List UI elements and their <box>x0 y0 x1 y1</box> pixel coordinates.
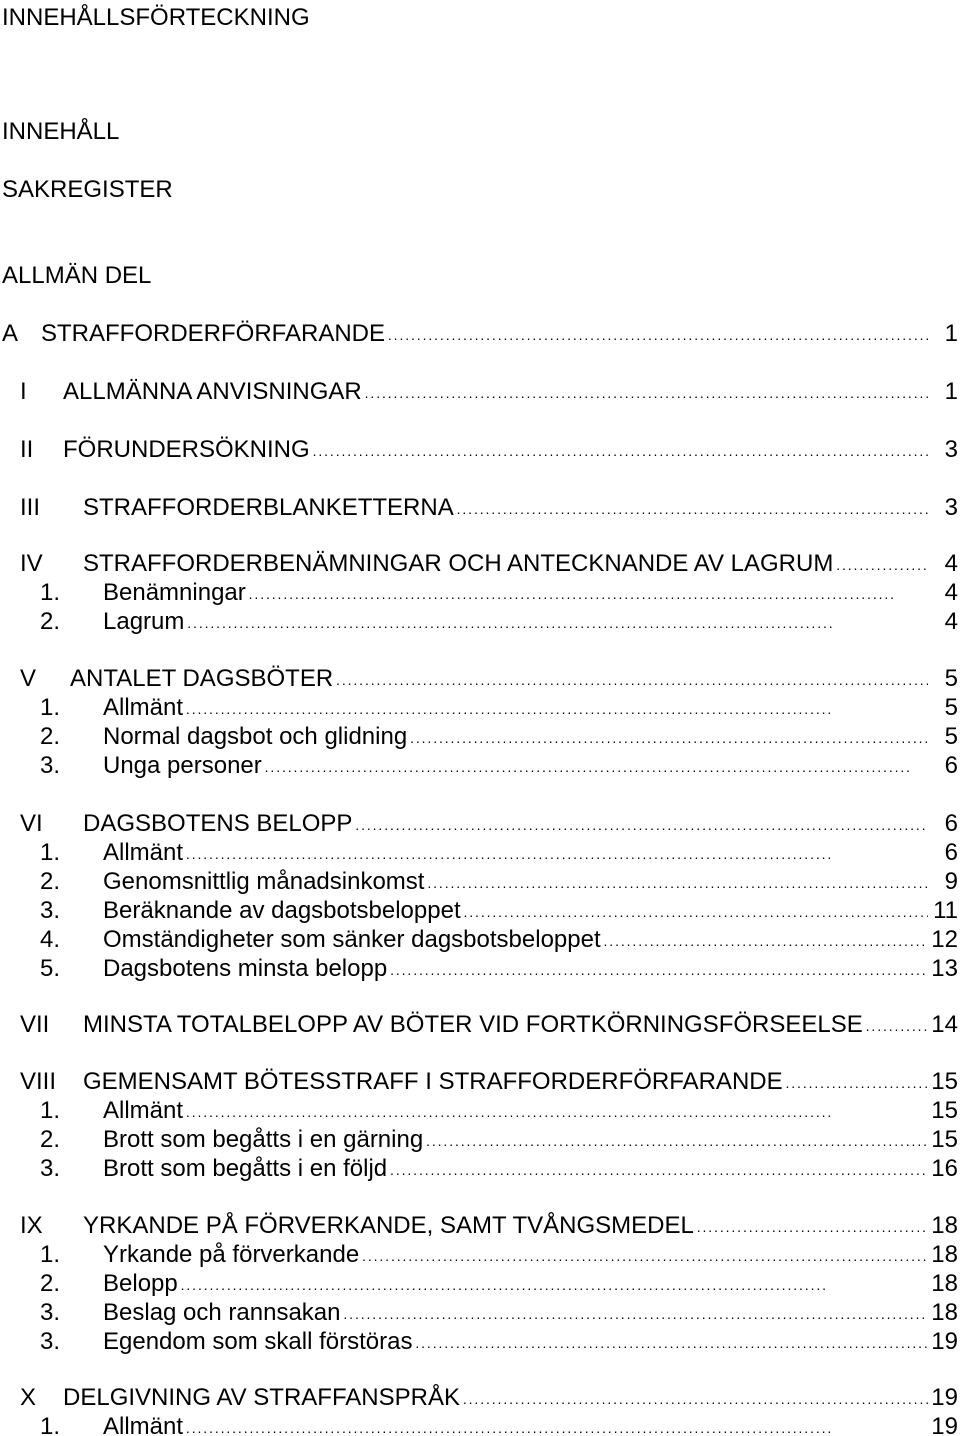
entry-title: Lagrum . . . <box>103 607 928 637</box>
entry-title: Beslag och rannsakan . . . <box>103 1298 928 1328</box>
entry-title: Allmänt . . . <box>103 1096 928 1126</box>
entry-page: 16 <box>931 1155 958 1182</box>
entry-page: 18 <box>931 1212 958 1239</box>
entry-page: 4 <box>944 550 958 577</box>
entry-title: Belopp . . . <box>103 1269 928 1299</box>
toc-entry[interactable] <box>2 1412 958 1436</box>
entry-number: 1. <box>40 1413 61 1436</box>
entry-page: 19 <box>931 1413 958 1436</box>
entry-page: 18 <box>931 1270 958 1297</box>
toc-entry[interactable] <box>2 377 958 407</box>
entry-title: Benämningar . . . <box>103 578 928 608</box>
entry-title: YRKANDE PÅ FÖRVERKANDE, SAMT TVÅNGSMEDEL . . . <box>83 1211 928 1241</box>
entry-page: 12 <box>931 926 958 953</box>
entry-page: 6 <box>944 752 958 779</box>
heading-innehall: INNEHÅLL <box>2 118 120 145</box>
toc-entry[interactable] <box>2 1067 958 1097</box>
toc-entry[interactable] <box>2 319 958 349</box>
entry-title: Allmänt . . . <box>103 693 928 723</box>
entry-page: 15 <box>931 1126 958 1153</box>
entry-number: 1. <box>40 694 61 721</box>
toc-entry[interactable] <box>2 1010 958 1040</box>
entry-page: 15 <box>931 1097 958 1124</box>
entry-page: 3 <box>944 494 958 521</box>
entry-title: STRAFFORDERBLANKETTERNA . . . <box>83 493 928 523</box>
entry-title: DELGIVNING AV STRAFFANSPRÅK . . . <box>63 1383 928 1413</box>
entry-title: Omständigheter som sänker dagsbotsbeloppet . . . <box>103 925 928 955</box>
entry-title: Unga personer . . . <box>103 751 928 781</box>
toc-entry[interactable] <box>2 693 958 723</box>
entry-number: IV <box>20 550 43 577</box>
heading-sakregister: SAKREGISTER <box>2 176 173 203</box>
entry-title: Beräknande av dagsbotsbeloppet . . . <box>103 896 928 926</box>
toc-entry[interactable] <box>2 954 958 984</box>
entry-number: 1. <box>40 839 61 866</box>
toc-entry[interactable] <box>2 435 958 465</box>
entry-number: 3. <box>40 1299 61 1326</box>
toc-entry[interactable] <box>2 867 958 897</box>
toc-entry[interactable] <box>2 493 958 523</box>
entry-number: 3. <box>40 1328 61 1355</box>
entry-number: 4. <box>40 926 61 953</box>
toc-entry[interactable] <box>2 896 958 926</box>
toc-entry[interactable] <box>2 1211 958 1241</box>
toc-entry[interactable] <box>2 1154 958 1184</box>
toc-entry[interactable] <box>2 578 958 608</box>
entry-page: 19 <box>931 1328 958 1355</box>
entry-page: 11 <box>933 897 958 924</box>
entry-number: VI <box>20 810 43 837</box>
toc-entry[interactable] <box>2 1327 958 1357</box>
entry-page: 3 <box>944 436 958 463</box>
entry-number: IX <box>20 1212 43 1239</box>
entry-page: 13 <box>931 955 958 982</box>
entry-title: Brott som begåtts i en följd . . . <box>103 1154 928 1184</box>
toc-title: INNEHÅLLSFÖRTECKNING <box>2 4 310 31</box>
heading-allman-del: ALLMÄN DEL <box>2 262 152 289</box>
toc-entry[interactable] <box>2 1269 958 1299</box>
entry-number: 2. <box>40 1126 61 1153</box>
entry-number: 3. <box>40 1155 61 1182</box>
entry-page: 4 <box>944 579 958 606</box>
toc-entry[interactable] <box>2 607 958 637</box>
toc-entry[interactable] <box>2 722 958 752</box>
entry-number: X <box>20 1384 37 1411</box>
entry-title: STRAFFORDERFÖRFARANDE . . . <box>41 319 928 349</box>
toc-entry[interactable] <box>2 1383 958 1413</box>
entry-title: Genomsnittlig månadsinkomst . . . <box>103 867 928 897</box>
entry-title: Dagsbotens minsta belopp . . . <box>103 954 928 984</box>
entry-number: 2. <box>40 723 61 750</box>
entry-page: 5 <box>944 665 958 692</box>
entry-number: 2. <box>40 868 61 895</box>
entry-page: 4 <box>944 608 958 635</box>
toc-entry[interactable] <box>2 925 958 955</box>
entry-page: 1 <box>944 320 958 347</box>
entry-page: 1 <box>944 378 958 405</box>
entry-number: VIII <box>20 1068 57 1095</box>
entry-title: Allmänt . . . <box>103 1412 928 1436</box>
entry-page: 18 <box>931 1241 958 1268</box>
entry-title: Allmänt . . . <box>103 838 928 868</box>
entry-page: 9 <box>944 868 958 895</box>
entry-number: 3. <box>40 897 61 924</box>
toc-entry[interactable] <box>2 1125 958 1155</box>
entry-number: 2. <box>40 608 61 635</box>
entry-number: I <box>20 378 27 405</box>
entry-number: 1. <box>40 1241 61 1268</box>
entry-number: II <box>20 436 34 463</box>
entry-number: 1. <box>40 1097 61 1124</box>
toc-entry[interactable] <box>2 664 958 694</box>
entry-title: Normal dagsbot och glidning . . . <box>103 722 928 752</box>
entry-page: 5 <box>944 723 958 750</box>
entry-page: 19 <box>931 1384 958 1411</box>
entry-number: A <box>2 320 19 347</box>
entry-page: 6 <box>944 839 958 866</box>
entry-title: Brott som begåtts i en gärning . . . <box>103 1125 928 1155</box>
toc-entry[interactable] <box>2 549 958 579</box>
toc-entry[interactable] <box>2 838 958 868</box>
entry-number: VII <box>20 1011 50 1038</box>
toc-entry[interactable] <box>2 1240 958 1270</box>
entry-title: FÖRUNDERSÖKNING . . . <box>63 435 928 465</box>
toc-entry[interactable] <box>2 809 958 839</box>
entry-title: STRAFFORDERBENÄMNINGAR OCH ANTECKNANDE AV LAGRUM . . . <box>83 549 928 579</box>
entry-number: III <box>20 494 41 521</box>
entry-title: Egendom som skall förstöras . . . <box>103 1327 928 1357</box>
entry-number: 5. <box>40 955 61 982</box>
entry-page: 18 <box>931 1299 958 1326</box>
entry-title: ANTALET DAGSBÖTER . . . <box>70 664 928 694</box>
entry-number: 3. <box>40 752 61 779</box>
entry-title: GEMENSAMT BÖTESSTRAFF I STRAFFORDERFÖRFARANDE . . . <box>83 1067 928 1097</box>
entry-title: DAGSBOTENS BELOPP . . . <box>83 809 928 839</box>
entry-page: 6 <box>944 810 958 837</box>
entry-title: ALLMÄNNA ANVISNINGAR . . . <box>63 377 928 407</box>
entry-number: 2. <box>40 1270 61 1297</box>
entry-page: 5 <box>944 694 958 721</box>
entry-number: 1. <box>40 579 61 606</box>
toc-entry[interactable] <box>2 1298 958 1328</box>
entry-page: 14 <box>931 1011 958 1038</box>
toc-entry[interactable] <box>2 1096 958 1126</box>
toc-entry[interactable] <box>2 751 958 781</box>
entry-number: V <box>20 665 37 692</box>
entry-title: MINSTA TOTALBELOPP AV BÖTER VID FORTKÖRNINGSFÖRSEELSE . . . <box>83 1010 928 1040</box>
entry-title: Yrkande på förverkande . . . <box>103 1240 928 1270</box>
entry-page: 15 <box>931 1068 958 1095</box>
